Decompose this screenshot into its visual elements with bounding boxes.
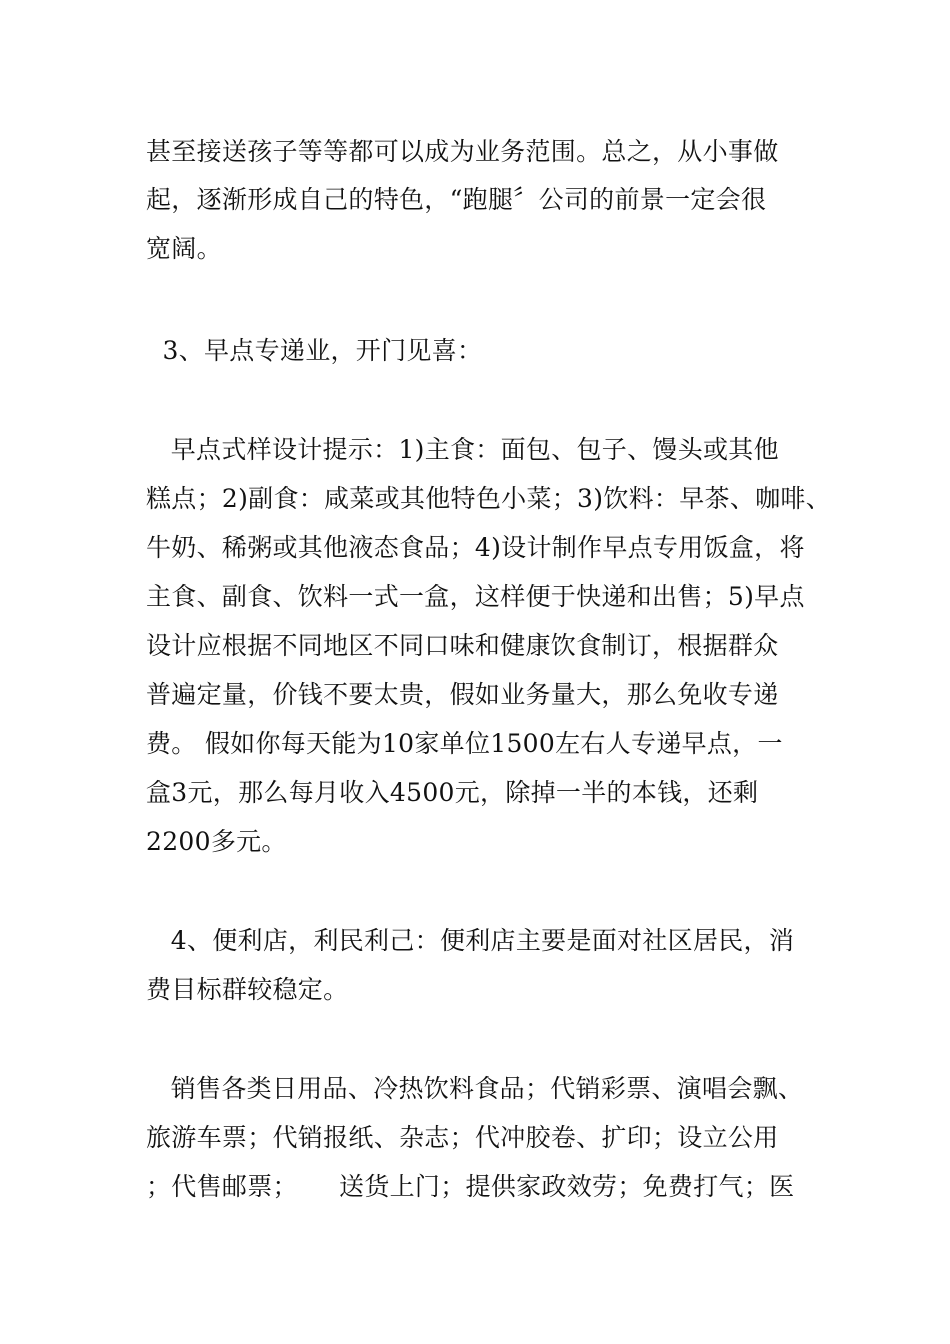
section-heading: 3、早点专递业，开门见喜： (146, 336, 483, 365)
section-heading: 4、便利店，利民利己：便利店主要是面对社区居民，消 (146, 926, 795, 955)
text-line: 普遍定量，价钱不要太贵，假如业务量大，那么免收专递 (146, 680, 779, 709)
text-line: 设计应根据不同地区不同口味和健康饮食制订，根据群众 (146, 631, 779, 660)
text-line: 糕点；2)副食：咸菜或其他特色小菜；3)饮料：早茶、咖啡、 (146, 484, 832, 513)
text-line: 盒3元，那么每月收入4500元，除掉一半的本钱，还剩 (146, 778, 759, 807)
text-line: 费目标群较稳定。 (146, 975, 349, 1004)
text-line: 2200多元。 (146, 827, 287, 856)
text-line: ；代售邮票； 送货上门；提供家政效劳；免费打气；医 (146, 1172, 795, 1201)
text-line: 宽阔。 (146, 234, 222, 263)
text-line: 甚至接送孩子等等都可以成为业务范围。总之，从小事做 (146, 137, 779, 166)
text-line: 牛奶、稀粥或其他液态食品；4)设计制作早点专用饭盒，将 (146, 533, 805, 562)
text-line: 起，逐渐形成自己的特色，“跑腿〞公司的前景一定会很 (146, 185, 767, 214)
text-line: 旅游车票；代销报纸、杂志；代冲胶卷、扩印；设立公用 (146, 1123, 779, 1152)
text-line: 主食、副食、饮料一式一盒，这样便于快递和出售；5)早点 (146, 582, 805, 611)
text-line: 早点式样设计提示：1)主食：面包、包子、馒头或其他 (146, 435, 779, 464)
text-line: 费。 假如你每天能为10家单位1500左右人专递早点，一 (146, 729, 783, 758)
text-line: 销售各类日用品、冷热饮料食品；代销彩票、演唱会飘、 (146, 1074, 804, 1103)
